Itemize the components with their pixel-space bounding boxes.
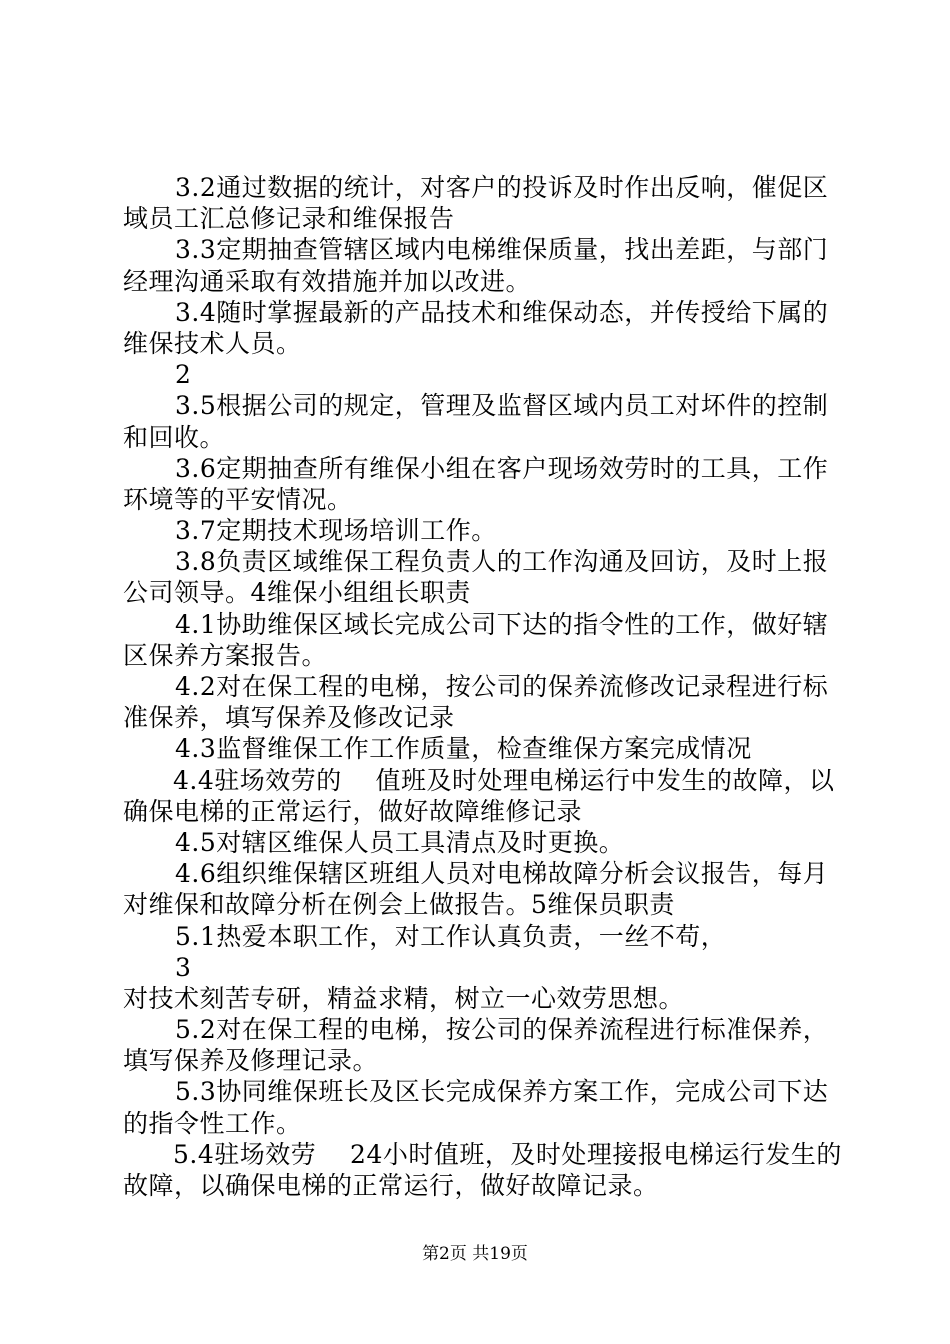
text-line: 5.3协同维保班长及区长完成保养方案工作，完成公司下达 [175, 1077, 829, 1107]
text-line: 3.3定期抽查管辖区域内电梯维保质量，找出差距，与部门 [175, 235, 829, 265]
text-line: 3.7定期技术现场培训工作。 [175, 516, 497, 546]
text-line: 4.3监督维保工作工作质量，检查维保方案完成情况 [175, 734, 752, 764]
text-line: 4.4驻场效劳的 值班及时处理电梯运行中发生的故障，以 [173, 765, 835, 795]
text-line: 2 [175, 360, 192, 390]
text-line: 经理沟通采取有效措施并加以改进。 [123, 266, 532, 296]
text-line: 4.2对在保工程的电梯，按公司的保养流修改记录程进行标 [175, 672, 829, 701]
text-line: 5.2对在保工程的电梯，按公司的保养流程进行标准保养， [175, 1015, 829, 1045]
page-footer: 第2页 共19页 [422, 1244, 528, 1264]
text-line: 4.5对辖区维保人员工具清点及时更换。 [175, 827, 625, 857]
text-line: 故障，以确保电梯的正常运行，做好故障记录。 [123, 1171, 659, 1200]
text-line: 3.2通过数据的统计，对客户的投诉及时作出反响，催促区 [175, 173, 829, 202]
text-line: 填写保养及修理记录。 [123, 1046, 379, 1076]
text-line: 和回收。 [123, 422, 226, 452]
text-line: 5.4驻场效劳 24小时值班，及时处理接报电梯运行发生的 [173, 1139, 842, 1169]
text-line: 3 [175, 952, 192, 982]
text-line: 3.5根据公司的规定，管理及监督区域内员工对坏件的控制 [175, 391, 829, 421]
document-body [123, 172, 842, 1201]
text-line: 准保养，填写保养及修改记录 [123, 703, 455, 733]
text-line: 4.6组织维保辖区班组人员对电梯故障分析会议报告，每月 [175, 859, 829, 889]
text-line: 维保技术人员。 [123, 328, 302, 358]
text-line: 的指令性工作。 [123, 1108, 302, 1138]
text-line: 3.6定期抽查所有维保小组在客户现场效劳时的工具，工作 [175, 453, 829, 483]
text-line: 域员工汇总修记录和维保报告 [123, 204, 455, 234]
text-line: 5.1热爱本职工作，对工作认真负责，一丝不苟， [175, 921, 727, 951]
text-line: 区保养方案报告。 [123, 640, 328, 670]
text-line: 环境等的平安情况。 [123, 484, 353, 514]
text-line: 对维保和故障分析在例会上做报告。5维保员职责 [123, 890, 675, 920]
text-line: 4.1协助维保区域长完成公司下达的指令性的工作，做好辖 [175, 609, 829, 639]
text-line: 确保电梯的正常运行，做好故障维修记录 [123, 796, 583, 826]
text-line: 公司领导。4维保小组组长职责 [123, 578, 471, 608]
text-line: 对技术刻苦专研，精益求精，树立一心效劳思想。 [123, 983, 685, 1013]
text-line: 3.8负责区域维保工程负责人的工作沟通及回访，及时上报 [175, 547, 829, 577]
text-line: 3.4随时掌握最新的产品技术和维保动态，并传授给下属的 [175, 297, 829, 327]
